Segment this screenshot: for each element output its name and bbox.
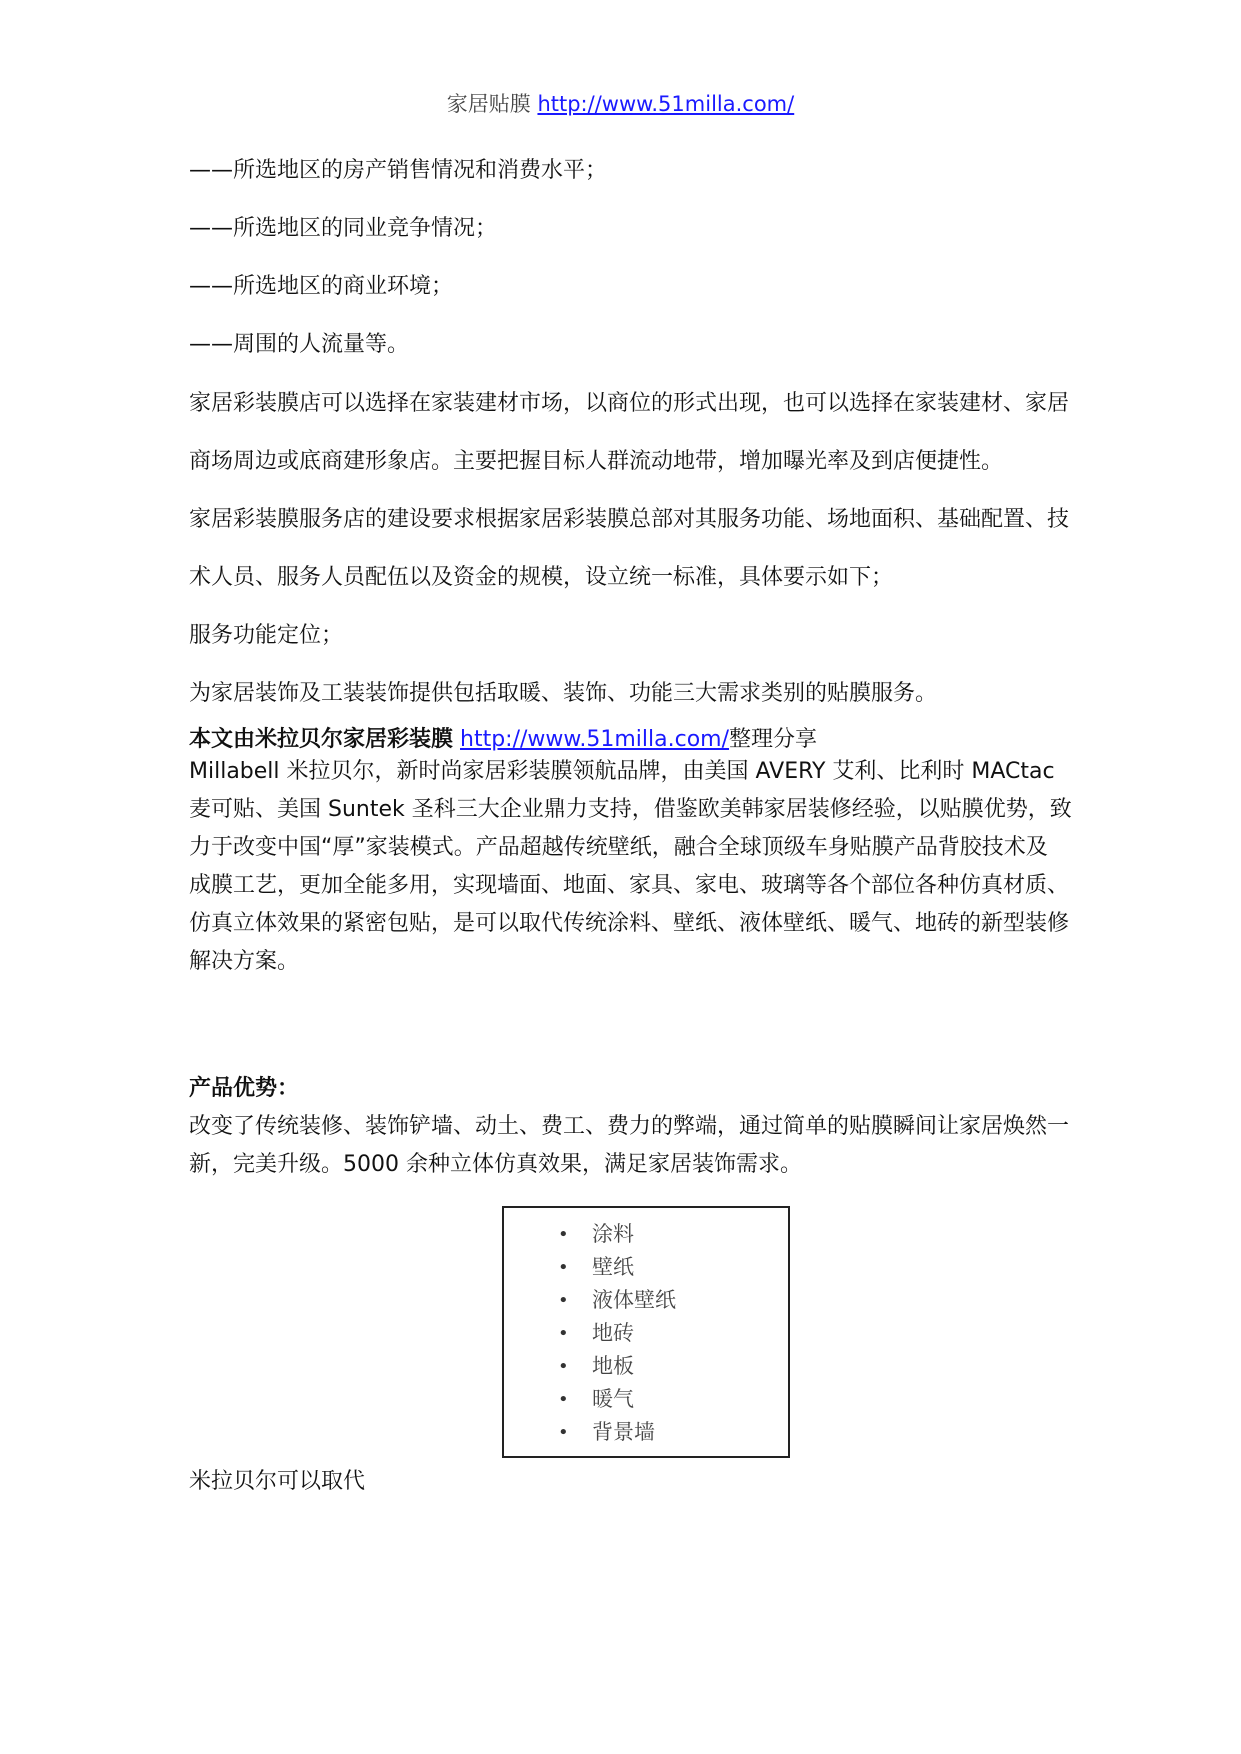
list-item	[558, 1416, 788, 1449]
footer-text: 米拉贝尔可以取代	[189, 1469, 366, 1494]
bullet-icon: •	[558, 1290, 569, 1311]
bullet-icon: •	[558, 1257, 569, 1278]
list-item-label: 背景墙	[592, 1420, 655, 1444]
list-item	[558, 1350, 788, 1383]
intro-line: 麦可贴、美国 Suntek 圣科三大企业鼎力支持，借鉴欧美韩家居装修经验，以贴膜优势，致	[189, 797, 1072, 822]
paragraph-standard-line-1: 家居彩装膜服务店的建设要求根据家居彩装膜总部对其服务功能、场地面积、基础配置、技	[189, 507, 1070, 532]
paragraph-location-line-1: 家居彩装膜店可以选择在家装建材市场，以商位的形式出现，也可以选择在家装建材、家居	[189, 391, 1070, 416]
list-item	[558, 1218, 788, 1251]
list-item	[558, 1251, 788, 1284]
intro-line: 力于改变中国“厚”家装模式。产品超越传统壁纸，融合全球顶级车身贴膜产品背胶技术及	[189, 835, 1048, 860]
bullet-icon: •	[558, 1323, 569, 1344]
list-item-label: 地板	[592, 1354, 634, 1378]
source-suffix: 整理分享	[729, 727, 818, 752]
bullet-icon: •	[558, 1356, 569, 1377]
paragraph-location-line-2: 商场周边或底商建形象店。主要把握目标人群流动地带，增加曝光率及到店便捷性。	[189, 449, 1004, 474]
advantage-line: 改变了传统装修、装饰铲墙、动土、费工、费力的弊端，通过简单的贴膜瞬间让家居焕然一	[189, 1114, 1070, 1139]
intro-line: 仿真立体效果的紧密包贴，是可以取代传统涂料、壁纸、液体壁纸、暖气、地砖的新型装修	[189, 911, 1070, 936]
bullet-icon: •	[558, 1389, 569, 1410]
source-link[interactable]: http://www.51milla.com/	[460, 727, 729, 752]
advantage-line: 新，完美升级。5000 余种立体仿真效果，满足家居装饰需求。	[189, 1152, 802, 1177]
list-item	[558, 1383, 788, 1416]
intro-paragraph	[189, 753, 1072, 981]
bullet-icon: •	[558, 1224, 569, 1245]
replace-list-box	[502, 1206, 790, 1458]
paragraph-standard-line-2: 术人员、服务人员配伍以及资金的规模，设立统一标准，具体要示如下；	[189, 565, 894, 590]
source-prefix: 本文由米拉贝尔家居彩装膜	[189, 727, 454, 752]
list-item-label: 涂料	[592, 1222, 634, 1246]
list-item	[558, 1284, 788, 1317]
list-item-label: 液体壁纸	[592, 1288, 676, 1312]
header-text: 家居贴膜	[446, 92, 531, 116]
intro-line: Millabell 米拉贝尔，新时尚家居彩装膜领航品牌，由美国 AVERY 艾利、比利时 MACtac	[189, 759, 1055, 784]
list-item-label: 地砖	[592, 1321, 634, 1345]
region-bullet-business: ——所选地区的商业环境；	[189, 274, 454, 299]
replace-list	[504, 1208, 788, 1449]
list-item-label: 暖气	[592, 1387, 634, 1411]
list-item	[558, 1317, 788, 1350]
bullet-icon: •	[558, 1422, 569, 1443]
region-bullet-competition: ——所选地区的同业竞争情况；	[189, 216, 498, 241]
source-line	[189, 722, 1061, 753]
advantage-title: 产品优势：	[189, 1076, 300, 1101]
page-header	[0, 88, 1241, 118]
service-title: 服务功能定位；	[189, 623, 344, 648]
region-bullet-sales: ——所选地区的房产销售情况和消费水平；	[189, 158, 608, 183]
intro-line: 成膜工艺，更加全能多用，实现墙面、地面、家具、家电、玻璃等各个部位各种仿真材质、	[189, 873, 1070, 898]
service-text: 为家居装饰及工装装饰提供包括取暖、装饰、功能三大需求类别的贴膜服务。	[189, 681, 938, 706]
region-bullet-traffic: ——周围的人流量等。	[189, 332, 410, 357]
advantage-paragraph	[189, 1108, 1070, 1184]
intro-line: 解决方案。	[189, 949, 300, 974]
header-link[interactable]: http://www.51milla.com/	[537, 92, 795, 116]
list-item-label: 壁纸	[592, 1255, 634, 1279]
